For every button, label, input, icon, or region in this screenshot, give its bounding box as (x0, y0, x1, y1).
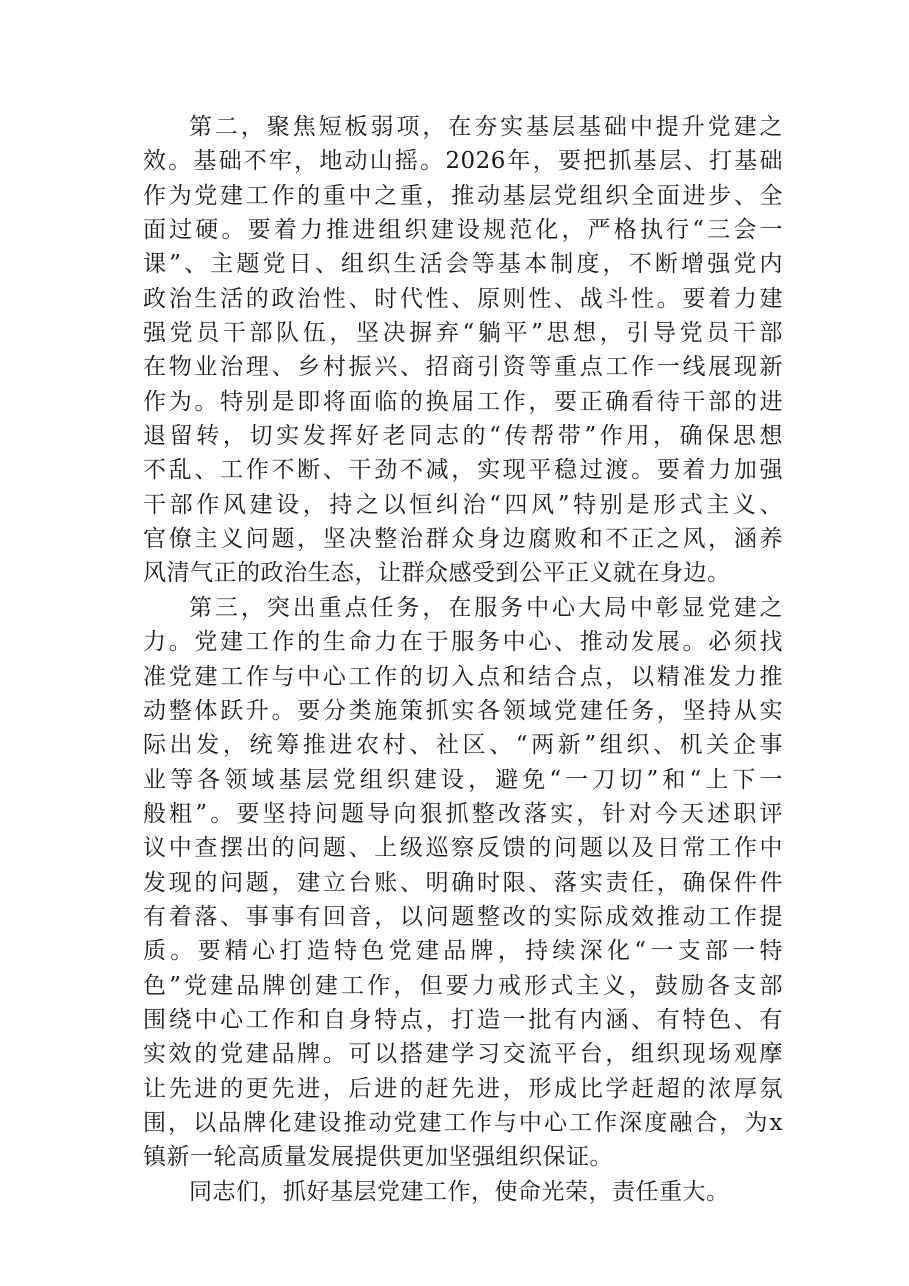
text-line: 业等各领域基层党组织建设，避免“一刀切”和“上下一 (143, 766, 783, 793)
text-line: 不乱、工作不断、干劲不减，实现平稳过渡。要着力加强 (143, 457, 783, 484)
text-line: 退留转，切实发挥好老同志的“传帮带”作用，确保思想 (143, 423, 783, 450)
text-line: 镇新一轮高质量发展提供更加坚强组织保证。 (143, 1144, 613, 1171)
text-line: 课”、主题党日、组织生活会等基本制度，不断增强党内 (143, 251, 783, 278)
text-line: 准党建工作与中心工作的切入点和结合点，以精准发力推 (143, 663, 783, 690)
text-line: 发现的问题，建立台账、明确时限、落实责任，确保件件 (143, 869, 783, 896)
text-line: 在物业治理、乡村振兴、招商引资等重点工作一线展现新 (143, 354, 783, 381)
text-line: 般粗”。要坚持问题导向狠抓整改落实，针对今天述职评 (143, 800, 783, 827)
text-line: 实效的党建品牌。可以搭建学习交流平台，组织现场观摩 (143, 1041, 783, 1068)
text-line: 有着落、事事有回音，以问题整改的实际成效推动工作提 (143, 903, 783, 930)
text-line: 同志们，抓好基层党建工作，使命光荣，责任重大。 (189, 1178, 730, 1205)
document-body (143, 110, 783, 1209)
text-line: 议中查摆出的问题、上级巡察反馈的问题以及日常工作中 (143, 835, 783, 862)
text-line: 色”党建品牌创建工作，但要力戒形式主义，鼓励各支部 (143, 972, 783, 999)
text-line: 第三，突出重点任务，在服务中心大局中彰显党建之 (189, 594, 783, 621)
text-line: 效。基础不牢，地动山摇。2026年，要把抓基层、打基础 (143, 148, 783, 175)
text-line: 动整体跃升。要分类施策抓实各领域党建任务，坚持从实 (143, 697, 783, 724)
text-line: 让先进的更先进，后进的赶先进，形成比学赶超的浓厚氛 (143, 1075, 783, 1102)
text-line: 第二，聚焦短板弱项，在夯实基层基础中提升党建之 (189, 114, 783, 140)
text-line: 际出发，统筹推进农村、社区、“两新”组织、机关企事 (143, 732, 783, 759)
text-line: 政治生活的政治性、时代性、原则性、战斗性。要着力建 (143, 285, 783, 312)
text-line: 力。党建工作的生命力在于服务中心、推动发展。必须找 (143, 629, 783, 656)
text-line: 围绕中心工作和自身特点，打造一批有内涵、有特色、有 (143, 1006, 783, 1033)
text-line: 质。要精心打造特色党建品牌，持续深化“一支部一特 (143, 938, 783, 965)
text-line: 官僚主义问题，坚决整治群众身边腐败和不正之风，涵养 (143, 526, 783, 553)
text-line: 面过硬。要着力推进组织建设规范化，严格执行“三会一 (143, 217, 783, 244)
text-line: 强党员干部队伍，坚决摒弃“躺平”思想，引导党员干部 (143, 320, 783, 347)
text-line: 干部作风建设，持之以恒纠治“四风”特别是形式主义、 (143, 491, 783, 518)
text-line: 作为。特别是即将面临的换届工作，要正确看待干部的进 (143, 388, 783, 415)
text-line: 围，以品牌化建设推动党建工作与中心工作深度融合，为x (143, 1109, 783, 1136)
text-line: 风清气正的政治生态，让群众感受到公平正义就在身边。 (143, 560, 731, 587)
text-line: 作为党建工作的重中之重，推动基层党组织全面进步、全 (143, 182, 783, 209)
